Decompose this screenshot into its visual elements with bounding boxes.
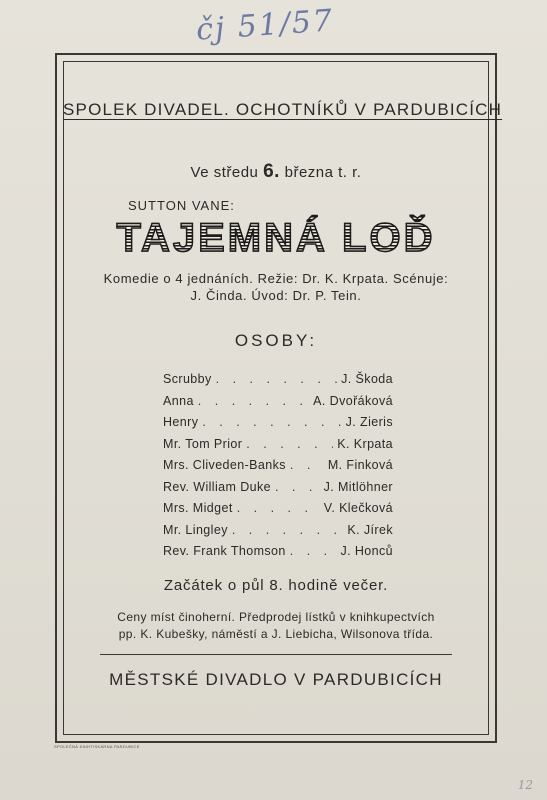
cast-actor: M. Finková (327, 458, 393, 472)
dot-leader (202, 415, 341, 429)
cast-role: Mrs. Cliveden-Banks (163, 458, 286, 472)
cast-actor: J. Škoda (341, 372, 393, 386)
cast-heading: OSOBY: (234, 331, 318, 350)
dot-leader (290, 544, 337, 558)
start-time: Začátek o půl 8. hodině večer. (163, 577, 389, 594)
date-day: 6. (263, 161, 280, 182)
divider (100, 654, 452, 655)
cast-role: Anna (163, 393, 194, 408)
dot-leader (232, 523, 344, 537)
cast-role: Rev. William Duke (163, 479, 271, 494)
cast-row (163, 480, 393, 502)
society-name: SPOLEK DIVADEL. OCHOTNÍKŮ V PARDUBICÍCH (63, 100, 503, 119)
cast-role: Rev. Frank Thomson (163, 544, 286, 558)
date-suffix: března t. r. (284, 164, 362, 181)
ticket-info-line-1: Ceny míst činoherní. Předprodej lístků v knihkupectvích (117, 610, 435, 624)
dot-leader (237, 501, 320, 515)
dot-leader (198, 394, 309, 408)
cast-actor: J. Mitlöhner (323, 479, 393, 494)
cast-row (163, 501, 393, 523)
ticket-info-line-2: pp. K. Kubešky, náměstí a J. Liebicha, Wilsonova třída. (118, 627, 434, 641)
cast-actor: J. Zieris (345, 415, 393, 429)
corner-pencil-note: 12 (517, 778, 533, 792)
cast-list (163, 372, 393, 566)
dot-leader (275, 480, 320, 494)
cast-role: Henry (163, 415, 199, 429)
cast-actor: K. Krpata (337, 436, 393, 451)
cast-row (163, 394, 393, 416)
cast-role: Mrs. Midget (163, 501, 233, 515)
cast-actor: J. Honců (340, 544, 393, 558)
theatre-name: MĚSTSKÉ DIVADLO V PARDUBICÍCH (109, 670, 443, 689)
cast-row (163, 415, 393, 437)
dot-leader (246, 437, 333, 451)
cast-row (163, 458, 393, 480)
dot-leader (290, 458, 324, 472)
date-prefix: Ve středu (190, 164, 259, 181)
cast-role: Mr. Tom Prior (163, 436, 243, 451)
printer-mark: SPOLEČNÁ KNIHTISKÁRNA PARDUBICE (54, 744, 140, 749)
handwritten-reference-note: čj 51/57 (194, 3, 336, 48)
cast-row (163, 523, 393, 545)
cast-actor: V. Klečková (323, 501, 393, 515)
play-details-line-1: Komedie o 4 jednáních. Režie: Dr. K. Krpata. Scénuje: (103, 271, 449, 286)
dot-leader (216, 372, 338, 386)
cast-actor: K. Jírek (347, 522, 393, 537)
cast-role: Mr. Lingley (163, 522, 228, 537)
performance-date (63, 161, 489, 183)
play-details-line-2: J. Činda. Úvod: Dr. P. Tein. (190, 288, 362, 303)
cast-row (163, 372, 393, 394)
play-title: TAJEMNÁ LOĎ (63, 216, 489, 261)
cast-row (163, 437, 393, 459)
cast-role: Scrubby (163, 372, 212, 386)
cast-row (163, 544, 393, 566)
play-author: SUTTON VANE: (128, 198, 235, 213)
cast-actor: A. Dvořáková (313, 393, 393, 408)
